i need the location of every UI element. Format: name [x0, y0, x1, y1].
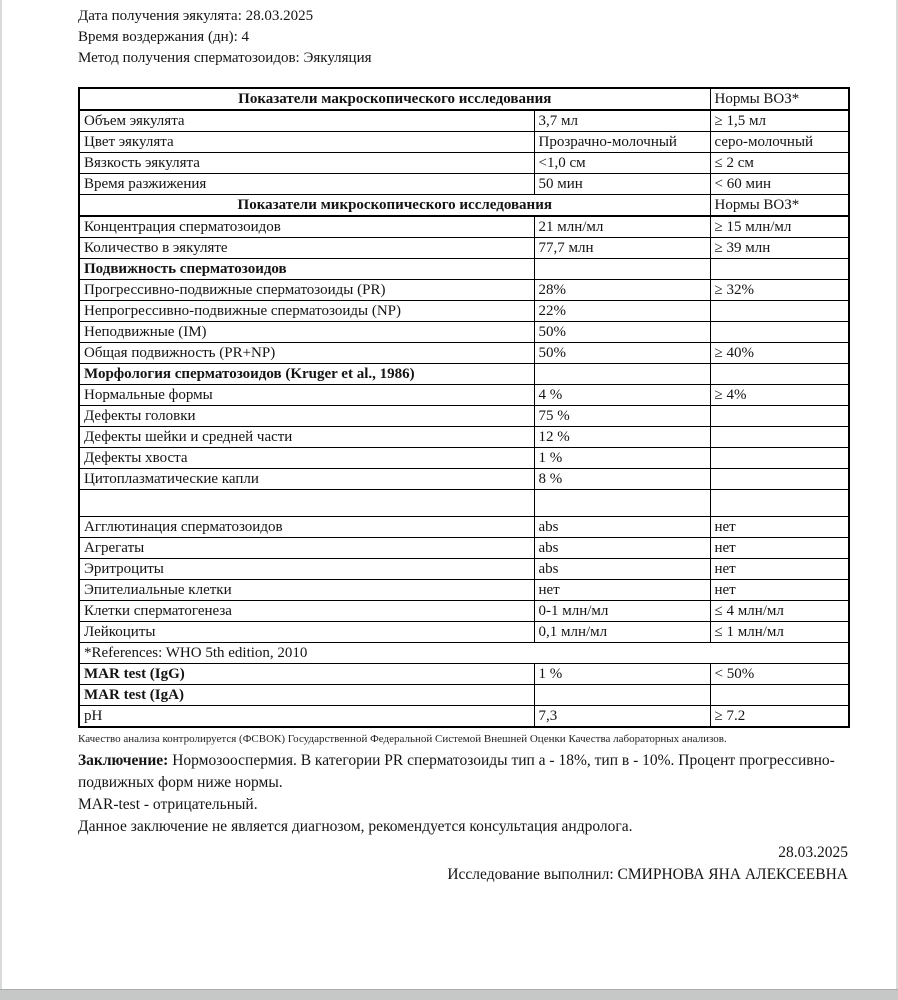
- table-cell: [710, 427, 849, 448]
- table-row: [79, 343, 849, 364]
- conclusion-paragraph: [78, 750, 848, 794]
- table-cell: Подвижность сперматозоидов: [79, 259, 534, 280]
- table-row: [79, 301, 849, 322]
- table-cell: < 50%: [710, 664, 849, 685]
- table-cell: Эритроциты: [79, 559, 534, 580]
- table-cell: Показатели микроскопического исследования: [79, 195, 710, 217]
- table-row: [79, 385, 849, 406]
- table-cell: 3,7 мл: [534, 110, 710, 132]
- table-row: [79, 132, 849, 153]
- table-cell: 77,7 млн: [534, 238, 710, 259]
- abstinence-line: Время воздержания (дн): 4: [78, 29, 250, 45]
- table-cell: 21 млн/мл: [534, 216, 710, 238]
- table-cell: 8 %: [534, 469, 710, 490]
- table-row: [79, 174, 849, 195]
- table-cell: ≥ 39 млн: [710, 238, 849, 259]
- table-cell: ≥ 7.2: [710, 706, 849, 728]
- table-cell: ≥ 15 млн/мл: [710, 216, 849, 238]
- table-cell: <1,0 см: [534, 153, 710, 174]
- table-cell: [710, 259, 849, 280]
- table-cell: Концентрация сперматозоидов: [79, 216, 534, 238]
- table-row: [79, 110, 849, 132]
- table-cell: [710, 406, 849, 427]
- performed-by-line: Исследование выполнил: СМИРНОВА ЯНА АЛЕКСЕЕВНА: [447, 866, 848, 883]
- mar-test-result-line: MAR-test - отрицательный.: [78, 796, 258, 813]
- table-cell: Цитоплазматические капли: [79, 469, 534, 490]
- table-cell: Дефекты шейки и средней части: [79, 427, 534, 448]
- table-cell: Время разжижения: [79, 174, 534, 195]
- results-table-body: [79, 88, 849, 727]
- method-line: Метод получения сперматозоидов: Эякуляция: [78, 50, 372, 66]
- table-cell: [710, 364, 849, 385]
- table-cell: Нормы ВОЗ*: [710, 195, 849, 217]
- table-cell: нет: [710, 580, 849, 601]
- table-row: [79, 469, 849, 490]
- table-cell: ≤ 1 млн/мл: [710, 622, 849, 643]
- table-cell: Объем эякулята: [79, 110, 534, 132]
- table-row: [79, 685, 849, 706]
- table-cell: ≥ 32%: [710, 280, 849, 301]
- table-row: [79, 88, 849, 110]
- table-cell: Клетки сперматогенеза: [79, 601, 534, 622]
- table-cell: MAR test (IgA): [79, 685, 534, 706]
- table-cell: 0,1 млн/мл: [534, 622, 710, 643]
- results-table: [78, 87, 850, 728]
- table-row: [79, 238, 849, 259]
- table-cell: Агглютинация сперматозоидов: [79, 517, 534, 538]
- table-cell: Количество в эякуляте: [79, 238, 534, 259]
- table-row: [79, 490, 849, 517]
- table-row: [79, 601, 849, 622]
- table-cell: 50%: [534, 322, 710, 343]
- table-cell: Показатели макроскопического исследования: [79, 88, 710, 110]
- table-cell: abs: [534, 517, 710, 538]
- table-row: [79, 559, 849, 580]
- table-row: [79, 427, 849, 448]
- table-cell: нет: [710, 517, 849, 538]
- table-cell: 12 %: [534, 427, 710, 448]
- table-cell: abs: [534, 559, 710, 580]
- conclusion-text: Нормозооспермия. В категории PR сперматозоиды тип а - 18%, тип в - 10%. Процент прогрессивно-подвижных форм ниже нормы.: [78, 752, 835, 791]
- conclusion-label: Заключение:: [78, 752, 169, 769]
- table-cell: ≥ 40%: [710, 343, 849, 364]
- table-cell: [710, 469, 849, 490]
- table-cell: Прогрессивно-подвижные сперматозоиды (PR): [79, 280, 534, 301]
- table-cell: Нормы ВОЗ*: [710, 88, 849, 110]
- table-cell: Прозрачно-молочный: [534, 132, 710, 153]
- table-cell: нет: [710, 559, 849, 580]
- table-row: [79, 216, 849, 238]
- table-cell: 50 мин: [534, 174, 710, 195]
- table-cell: серо-молочный: [710, 132, 849, 153]
- table-cell: Цвет эякулята: [79, 132, 534, 153]
- table-cell: нет: [534, 580, 710, 601]
- table-cell: 75 %: [534, 406, 710, 427]
- table-cell: 4 %: [534, 385, 710, 406]
- table-cell: 28%: [534, 280, 710, 301]
- table-cell: [534, 685, 710, 706]
- table-row: [79, 406, 849, 427]
- table-cell: 50%: [534, 343, 710, 364]
- table-row: [79, 259, 849, 280]
- table-cell: Агрегаты: [79, 538, 534, 559]
- table-cell: MAR test (IgG): [79, 664, 534, 685]
- table-row: [79, 322, 849, 343]
- table-row: [79, 643, 849, 664]
- table-cell: Непрогрессивно-подвижные сперматозоиды (NP): [79, 301, 534, 322]
- table-cell: Нормальные формы: [79, 385, 534, 406]
- table-cell: pH: [79, 706, 534, 728]
- table-row: [79, 195, 849, 217]
- table-cell: [710, 322, 849, 343]
- report-date: 28.03.2025: [778, 844, 848, 861]
- table-cell: 7,3: [534, 706, 710, 728]
- table-cell: Дефекты головки: [79, 406, 534, 427]
- table-row: [79, 364, 849, 385]
- quality-footnote: Качество анализа контролируется (ФСВОК) Государственной Федеральной Системой Внешней Оценки Качества лабораторных анализов.: [78, 733, 727, 745]
- table-cell: < 60 мин: [710, 174, 849, 195]
- table-cell: [710, 448, 849, 469]
- table-row: [79, 517, 849, 538]
- table-cell: 22%: [534, 301, 710, 322]
- table-cell: [710, 685, 849, 706]
- ejaculate-date-line: Дата получения эякулята: 28.03.2025: [78, 8, 314, 24]
- table-cell: ≤ 4 млн/мл: [710, 601, 849, 622]
- table-row: [79, 580, 849, 601]
- table-cell: Общая подвижность (PR+NP): [79, 343, 534, 364]
- table-cell: [534, 490, 710, 517]
- table-cell: Вязкость эякулята: [79, 153, 534, 174]
- table-row: [79, 538, 849, 559]
- disclaimer-line: Данное заключение не является диагнозом, рекомендуется консультация андролога.: [78, 818, 633, 835]
- table-cell: Морфология сперматозоидов (Kruger et al., 1986): [79, 364, 534, 385]
- table-cell: [79, 490, 534, 517]
- table-cell: нет: [710, 538, 849, 559]
- table-cell: ≤ 2 см: [710, 153, 849, 174]
- table-cell: [534, 259, 710, 280]
- table-cell: 1 %: [534, 448, 710, 469]
- table-row: [79, 664, 849, 685]
- table-row: [79, 280, 849, 301]
- table-cell: 0-1 млн/мл: [534, 601, 710, 622]
- table-row: [79, 153, 849, 174]
- table-cell: Эпителиальные клетки: [79, 580, 534, 601]
- table-cell: Лейкоциты: [79, 622, 534, 643]
- table-cell: ≥ 4%: [710, 385, 849, 406]
- table-row: [79, 448, 849, 469]
- scan-bottom-strip: [0, 989, 898, 1000]
- table-cell: *References: WHO 5th edition, 2010: [79, 643, 849, 664]
- table-cell: Дефекты хвоста: [79, 448, 534, 469]
- table-cell: [534, 364, 710, 385]
- table-cell: ≥ 1,5 мл: [710, 110, 849, 132]
- table-cell: Неподвижные (IM): [79, 322, 534, 343]
- table-cell: 1 %: [534, 664, 710, 685]
- table-cell: [710, 490, 849, 517]
- table-row: [79, 622, 849, 643]
- table-row: [79, 706, 849, 728]
- table-cell: abs: [534, 538, 710, 559]
- table-cell: [710, 301, 849, 322]
